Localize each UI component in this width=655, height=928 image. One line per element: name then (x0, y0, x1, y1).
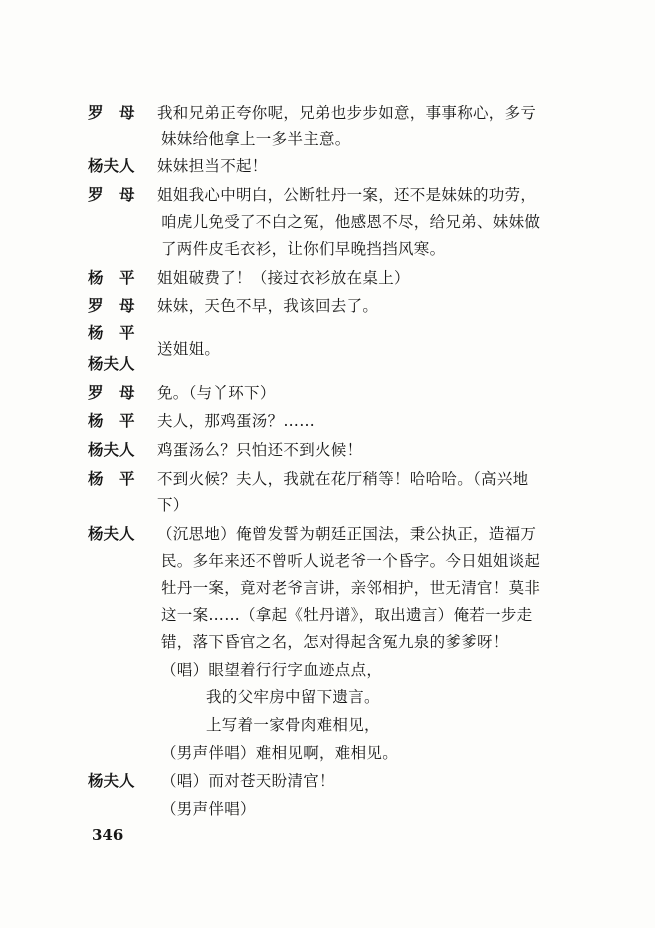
dialogue-line: 妹妹，天色不早，我该回去了。 (157, 297, 379, 315)
speaker-label: 罗 母 (88, 383, 135, 402)
dialogue-line: 不到火候？夫人，我就在花厅稍等！哈哈哈。（高兴地 (157, 470, 529, 488)
dialogue-line: 了两件皮毛衣衫，让你们早晚挡挡风寒。 (161, 240, 446, 258)
dialogue-line: 姐姐我心中明白，公断牡丹一案，还不是妹妹的功劳， (157, 186, 537, 204)
speaker-label: 杨夫人 (88, 156, 135, 175)
song-line: （男声伴唱） (161, 800, 256, 818)
dialogue-line: 错，落下昏官之名，怎对得起含冤九泉的爹爹呀！ (161, 633, 509, 651)
dialogue-line: 民。多年来还不曾听人说老爷一个昏字。今日姐姐谈起 (161, 552, 541, 570)
dialogue-line: 姐姐破费了！（接过衣衫放在桌上） (157, 269, 410, 287)
song-line: （唱）而对苍天盼清官！ (161, 772, 335, 790)
dialogue-line: 这一案……（拿起《牡丹谱》，取出遗言）俺若一步走 (161, 606, 533, 624)
dialogue-line: 咱虎儿免受了不白之冤，他感恩不尽，给兄弟、妹妹做 (161, 213, 541, 231)
dialogue-line: 夫人，那鸡蛋汤？…… (157, 412, 316, 430)
speaker-label: 罗 母 (88, 185, 135, 204)
speaker-label: 杨 平 (88, 411, 135, 430)
dialogue-line: （沉思地）俺曾发誓为朝廷正国法，秉公执正，造福万 (157, 525, 537, 543)
dialogue-line: 牡丹一案，竟对老爷言讲，亲邻相护，世无清官！莫非 (161, 579, 541, 597)
dialogue-line: 免。（与丫环下） (157, 384, 276, 402)
speaker-label: 杨夫人 (88, 440, 135, 459)
page-number: 346 (92, 826, 124, 844)
speaker-label: 杨夫人 (88, 354, 135, 373)
song-line: （男声伴唱）难相见啊，难相见。 (161, 744, 399, 762)
song-line: 上写着一家骨肉难相见， (206, 716, 380, 734)
dialogue-line: 下） (157, 496, 189, 514)
dialogue-line: 送姐姐。 (157, 340, 221, 358)
dialogue-line: 鸡蛋汤么？只怕还不到火候！ (157, 441, 363, 459)
speaker-label: 罗 母 (88, 296, 135, 315)
speaker-label: 杨夫人 (88, 524, 135, 543)
speaker-label: 杨 平 (88, 268, 135, 287)
speaker-label: 杨夫人 (88, 771, 135, 790)
song-line: 我的父牢房中留下遗言。 (206, 688, 380, 706)
speaker-label: 杨 平 (88, 469, 135, 488)
dialogue-line: 我和兄弟正夸你呢，兄弟也步步如意，事事称心，多亏 (157, 104, 537, 122)
dialogue-line: 妹妹担当不起！ (157, 157, 268, 175)
speaker-label: 杨 平 (88, 323, 135, 342)
dialogue-line: 妹妹给他拿上一多半主意。 (161, 130, 351, 148)
speaker-label: 罗 母 (88, 103, 135, 122)
song-line: （唱）眼望着行行字血迹点点， (161, 661, 383, 679)
